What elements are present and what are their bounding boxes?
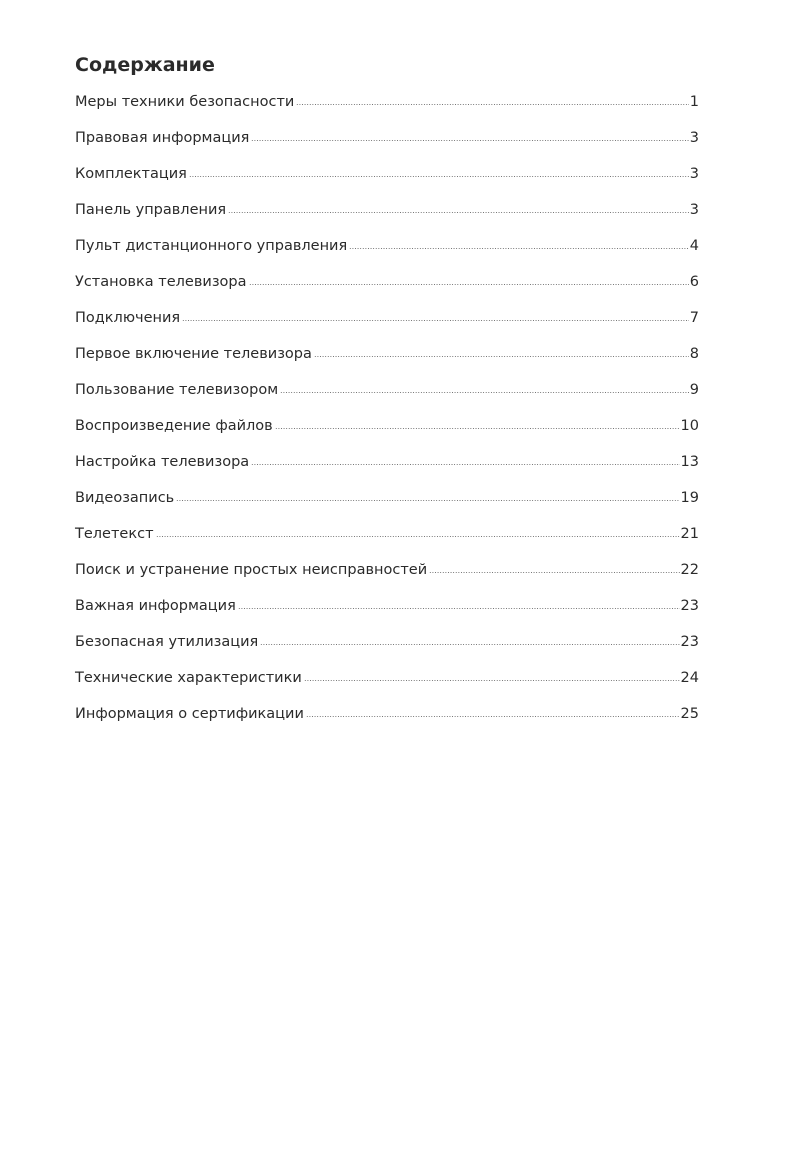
- toc-entry-page: 3: [689, 130, 699, 146]
- toc-entry-page: 9: [689, 382, 699, 398]
- toc-entry[interactable]: [75, 451, 699, 487]
- toc-entry-page: 25: [680, 706, 699, 722]
- dot-leader: [251, 464, 679, 465]
- toc-entry-page: 23: [680, 598, 699, 614]
- toc-entry-page: 7: [689, 310, 699, 326]
- toc-entry-label: Видеозапись: [75, 490, 175, 506]
- toc-entry-page: 1: [689, 94, 699, 110]
- dot-leader: [228, 212, 689, 213]
- toc-entry-page: 3: [689, 166, 699, 182]
- toc-entry-page: 10: [680, 418, 699, 434]
- toc-entry[interactable]: [75, 487, 699, 523]
- toc-entry-label: Настройка телевизора: [75, 454, 250, 470]
- toc-entry-label: Панель управления: [75, 202, 227, 218]
- toc-entry[interactable]: [75, 271, 699, 307]
- dot-leader: [156, 536, 680, 537]
- toc-entry-page: 3: [689, 202, 699, 218]
- toc-entry-page: 8: [689, 346, 699, 362]
- toc-entry-page: 19: [680, 490, 699, 506]
- toc-entry[interactable]: [75, 379, 699, 415]
- toc-entry-label: Первое включение телевизора: [75, 346, 312, 362]
- toc-entry-label: Подключения: [75, 310, 181, 326]
- toc-entry-label: Технические характеристики: [75, 670, 302, 686]
- toc-entry-page: 4: [689, 238, 699, 254]
- dot-leader: [260, 644, 679, 645]
- toc-entry[interactable]: [75, 307, 699, 343]
- dot-leader: [189, 176, 689, 177]
- dot-leader: [306, 716, 680, 717]
- toc-entry[interactable]: [75, 559, 699, 595]
- dot-leader: [314, 356, 689, 357]
- toc-entry-page: 21: [680, 526, 699, 542]
- dot-leader: [251, 140, 688, 141]
- toc-entry-page: 6: [689, 274, 699, 290]
- toc-entry-page: 24: [680, 670, 699, 686]
- toc-entry-label: Телетекст: [75, 526, 154, 542]
- toc-entry-page: 22: [680, 562, 699, 578]
- dot-leader: [429, 572, 679, 573]
- dot-leader: [280, 392, 689, 393]
- dot-leader: [238, 608, 680, 609]
- dot-leader: [182, 320, 689, 321]
- toc-entry[interactable]: [75, 415, 699, 451]
- table-of-contents: [75, 91, 699, 739]
- toc-entry[interactable]: [75, 235, 699, 271]
- toc-entry-label: Установка телевизора: [75, 274, 247, 290]
- toc-entry[interactable]: [75, 523, 699, 559]
- toc-entry-label: Поиск и устранение простых неисправностей: [75, 562, 428, 578]
- toc-entry[interactable]: [75, 703, 699, 739]
- dot-leader: [296, 104, 688, 105]
- toc-entry-label: Пульт дистанционного управления: [75, 238, 348, 254]
- toc-entry[interactable]: [75, 667, 699, 703]
- toc-entry[interactable]: [75, 595, 699, 631]
- toc-entry-label: Безопасная утилизация: [75, 634, 259, 650]
- toc-entry[interactable]: [75, 631, 699, 667]
- page-title: Содержание: [75, 54, 215, 76]
- toc-entry-label: Информация о сертификации: [75, 706, 304, 722]
- dot-leader: [176, 500, 679, 501]
- toc-entry[interactable]: [75, 91, 699, 127]
- toc-entry[interactable]: [75, 343, 699, 379]
- toc-entry[interactable]: [75, 127, 699, 163]
- dot-leader: [249, 284, 689, 285]
- toc-entry-label: Важная информация: [75, 598, 236, 614]
- toc-entry-label: Меры техники безопасности: [75, 94, 295, 110]
- toc-entry-page: 13: [680, 454, 699, 470]
- dot-leader: [304, 680, 680, 681]
- toc-entry-label: Комплектация: [75, 166, 187, 182]
- dot-leader: [275, 428, 680, 429]
- toc-entry-page: 23: [680, 634, 699, 650]
- toc-entry-label: Правовая информация: [75, 130, 250, 146]
- toc-entry[interactable]: [75, 199, 699, 235]
- toc-entry-label: Пользование телевизором: [75, 382, 279, 398]
- toc-entry-label: Воспроизведение файлов: [75, 418, 273, 434]
- dot-leader: [349, 248, 689, 249]
- toc-entry[interactable]: [75, 163, 699, 199]
